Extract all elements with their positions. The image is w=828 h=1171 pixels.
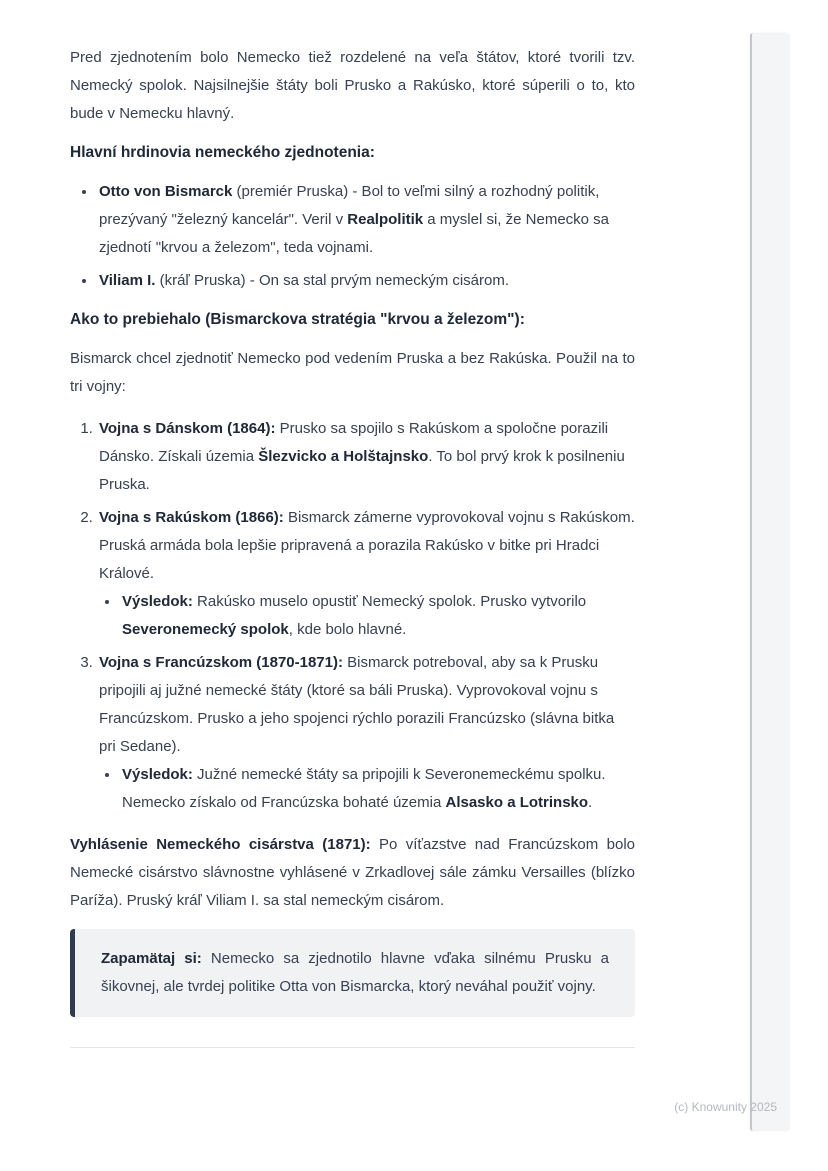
bold-text-run: Výsledok: (122, 593, 193, 610)
paragraph (70, 831, 635, 915)
text-run: . To bol prvý krok k posilneniu Pruska. (99, 448, 625, 493)
document-body (70, 44, 635, 1048)
section-heading (70, 309, 635, 331)
bullet-list (70, 178, 635, 295)
section-heading (70, 142, 635, 164)
text-run: Bismarck chcel zjednotiť Nemecko pod vedením Pruska a bez Rakúska. Použil na to tri vojny: (70, 350, 635, 395)
list-item (97, 267, 635, 295)
text-run: (premiér Pruska) - Bol to veľmi silný a rozhodný politik, prezývaný "železný kancelár". Veril v (99, 183, 600, 228)
sub-bullet-list (99, 588, 635, 644)
text-run: Južné nemecké štáty sa pripojili k Severonemeckému spolku. Nemecko získalo od Francúzska bohaté územia (122, 766, 606, 811)
paragraph (70, 44, 635, 128)
next-page-edge (750, 33, 790, 1131)
footer-credit: (c) Knowunity 2025 (674, 1100, 777, 1114)
bold-text-run: Otto von Bismarck (99, 183, 233, 200)
sub-list-item (120, 761, 635, 817)
text-run: Bismarck potreboval, aby sa k Prusku pripojili aj južné nemecké štáty (ktoré sa báli Pruska). Vyprovokoval vojnu s Francúzskom. Prusko a jeho spojenci rýchlo porazili Francúzsko (slávna bitka pri Sedane). (99, 654, 615, 755)
numbered-list (70, 415, 635, 817)
text-run: Bismarck zámerne vyprovokoval vojnu s Rakúskom. Pruská armáda bola lepšie pripravená a porazila Rakúsko v bitke pri Hradci Králové. (99, 509, 635, 582)
bold-text-run: Hlavní hrdinovia nemeckého zjednotenia: (70, 144, 375, 161)
text-run: Rakúsko muselo opustiť Nemecký spolok. Prusko vytvorilo (192, 593, 587, 610)
bold-text-run: Severonemecký spolok (122, 621, 289, 638)
list-item (97, 178, 635, 262)
text-run: a myslel si, že Nemecko sa zjednotí "krvou a železom", teda vojnami. (99, 211, 610, 256)
text-run: Pred zjednotením bolo Nemecko tiež rozdelené na veľa štátov, ktoré tvorili tzv. Nemecký spolok. Najsilnejšie štáty boli Prusko a Rakúsko, ktoré súperili o to, kto bude v Nemecku hlavný. (70, 49, 635, 122)
bold-text-run: Alsasko a Lotrinsko (445, 794, 589, 811)
remember-callout (70, 929, 635, 1017)
sub-bullet-list (99, 761, 635, 817)
bold-text-run: Šlezvicko a Holštajnsko (258, 448, 429, 465)
bold-text-run: Realpolitik (347, 211, 424, 228)
bold-text-run: Vojna s Dánskom (1864): (99, 420, 276, 437)
bold-text-run: Vojna s Rakúskom (1866): (99, 509, 284, 526)
bold-text-run: Zapamätaj si: (101, 950, 202, 967)
footer-divider (70, 1047, 635, 1048)
bold-text-run: Viliam I. (99, 272, 156, 289)
list-item (97, 415, 635, 499)
bold-text-run: Ako to prebiehalo (Bismarckova stratégia "krvou a železom"): (70, 311, 525, 328)
text-run: . (588, 794, 593, 811)
text-run: Po víťazstve nad Francúzskom bolo Nemecké cisárstvo slávnostne vyhlásené v Zrkadlovej sále zámku Versailles (blízko Paríža). Pruský kráľ Viliam I. sa stal nemeckým cisárom. (70, 836, 635, 909)
text-run: Prusko sa spojilo s Rakúskom a spoločne porazili Dánsko. Získali územia (99, 420, 609, 465)
bold-text-run: Vyhlásenie Nemeckého cisárstva (1871): (70, 836, 371, 853)
list-item (97, 504, 635, 644)
text-run: Nemecko sa zjednotilo hlavne vďaka silnému Prusku a šikovnej, ale tvrdej politike Otta von Bismarcka, ktorý neváhal použiť vojny. (101, 950, 610, 995)
text-run: (kráľ Pruska) - On sa stal prvým nemeckým cisárom. (155, 272, 510, 289)
paragraph (70, 345, 635, 401)
text-run: , kde bolo hlavné. (288, 621, 407, 638)
callout-text (101, 945, 609, 1001)
bold-text-run: Vojna s Francúzskom (1870-1871): (99, 654, 343, 671)
list-item (97, 649, 635, 817)
sub-list-item (120, 588, 635, 644)
bold-text-run: Výsledok: (122, 766, 193, 783)
